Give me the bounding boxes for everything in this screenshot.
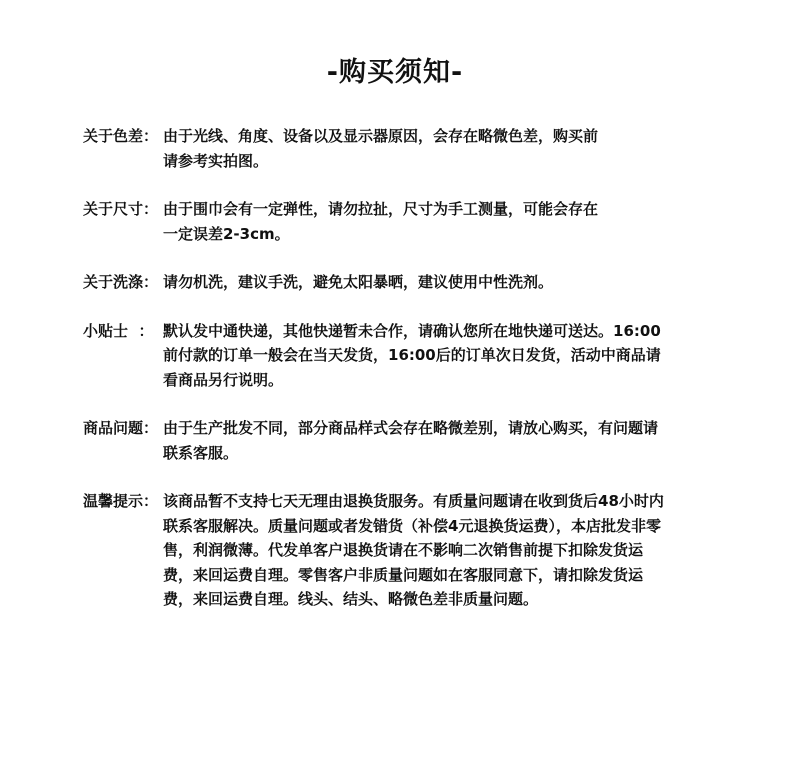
notice-label: 商品问题： xyxy=(83,419,159,437)
notice-body xyxy=(163,270,703,295)
notice-label: 关于尺寸： xyxy=(83,200,159,218)
notice-line: 请勿机洗，建议手洗，避免太阳暴晒，建议使用中性洗剂。 xyxy=(163,273,554,291)
notice-size xyxy=(83,197,703,246)
notice-label: 关于色差： xyxy=(83,127,159,145)
notice-label: 温馨提示： xyxy=(83,492,159,510)
notice-line: 由于生产批发不同，部分商品样式会存在略微差别，请放心购买，有问题请 xyxy=(163,419,659,437)
notice-line: 由于围巾会有一定弹性，请勿拉扯，尺寸为手工测量，可能会存在 xyxy=(163,200,599,218)
notice-line: 售，利润微薄。代发单客户退换货请在不影响二次销售前提下扣除发货运 xyxy=(163,541,644,559)
notice-line: 由于光线、角度、设备以及显示器原因，会存在略微色差，购买前 xyxy=(163,127,599,145)
notice-line: 该商品暂不支持七天无理由退换货服务。有质量问题请在收到货后48小时内 xyxy=(163,492,664,510)
notice-line: 请参考实拍图。 xyxy=(163,151,269,170)
notice-body xyxy=(163,197,703,246)
notice-reminder xyxy=(83,489,703,612)
notice-line: 看商品另行说明。 xyxy=(163,370,284,389)
notice-line: 前付款的订单一般会在当天发货，16:00后的订单次日发货，活动中商品请 xyxy=(163,346,661,364)
notice-body xyxy=(163,489,703,612)
notice-body xyxy=(163,416,703,465)
notice-body xyxy=(163,319,703,393)
notice-line: 一定误差2-3cm。 xyxy=(163,224,290,243)
notice-product-issues xyxy=(83,416,703,465)
notice-tips xyxy=(83,319,703,393)
notice-line: 联系客服。 xyxy=(163,443,239,462)
notice-line: 费，来回运费自理。零售客户非质量问题如在客服同意下，请扣除发货运 xyxy=(163,565,644,584)
notice-washing xyxy=(83,270,703,295)
notice-line: 费，来回运费自理。线头、结头、略微色差非质量问题。 xyxy=(163,590,539,608)
notice-label: 小贴士 ： xyxy=(83,321,154,340)
notice-label: 关于洗涤： xyxy=(83,273,159,291)
notice-line: 联系客服解决。质量问题或者发错货（补偿4元退换货运费），本店批发非零 xyxy=(163,516,661,535)
notice-color-difference xyxy=(83,124,703,173)
notice-body xyxy=(163,124,703,173)
notice-line: 默认发中通快递，其他快递暂未合作，请确认您所在地快递可送达。16:00 xyxy=(163,321,661,340)
page-title: -购买须知- xyxy=(326,57,464,88)
notice-list xyxy=(83,124,703,612)
